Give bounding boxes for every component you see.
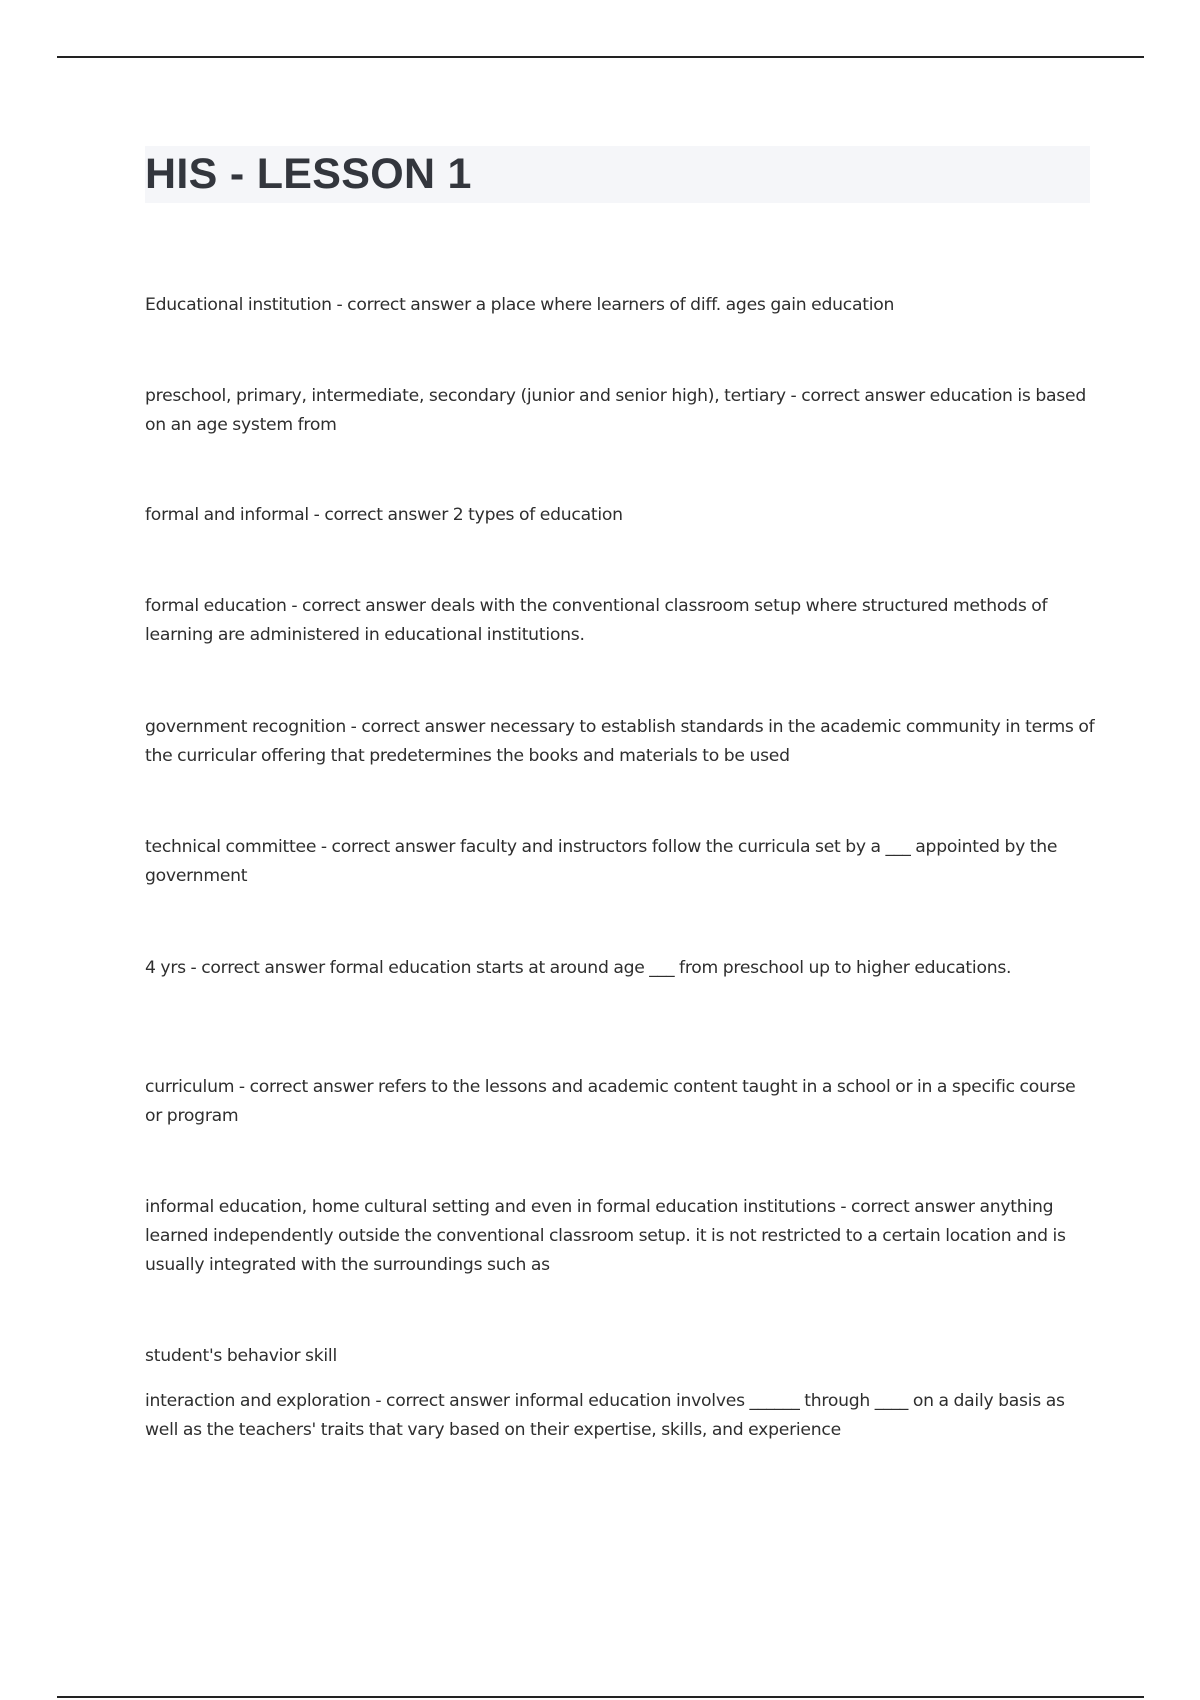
flashcard-entry: technical committee - correct answer faculty and instructors follow the curricula set by a ___ appointed by the government xyxy=(145,837,1058,886)
flashcard-entry: curriculum - correct answer refers to the lessons and academic content taught in a school or in a specific course or program xyxy=(145,1077,1076,1126)
flashcard-entry: interaction and exploration - correct answer informal education involves ______ through ____ on a daily basis as well as the teachers' traits that vary based on their expertise, skills, and experience xyxy=(145,1391,1065,1440)
flashcard-entry: 4 yrs - correct answer formal education starts at around age ___ from preschool up to higher educations. xyxy=(145,958,1012,978)
page-title: HIS - LESSON 1 xyxy=(145,150,472,198)
bottom-divider xyxy=(57,1696,1144,1698)
flashcard-entry: government recognition - correct answer necessary to establish standards in the academic community in terms of the curricular offering that predetermines the books and materials to be used xyxy=(145,717,1095,766)
flashcard-entry: Educational institution - correct answer a place where learners of diff. ages gain education xyxy=(145,295,895,315)
flashcard-entry: student's behavior skill xyxy=(145,1346,337,1366)
flashcard-entry: preschool, primary, intermediate, secondary (junior and senior high), tertiary - correct answer education is based on an age system from xyxy=(145,386,1086,435)
title-banner xyxy=(145,146,1090,203)
flashcard-entry: informal education, home cultural setting and even in formal education institutions - correct answer anything learned independently outside the conventional classroom setup. it is not restricted to a certain location and is usually integrated with the surroundings such as xyxy=(145,1197,1066,1275)
flashcard-entry: formal education - correct answer deals with the conventional classroom setup where structured methods of learning are administered in educational institutions. xyxy=(145,596,1048,645)
flashcard-entry: formal and informal - correct answer 2 types of education xyxy=(145,505,623,525)
top-divider xyxy=(57,56,1144,58)
